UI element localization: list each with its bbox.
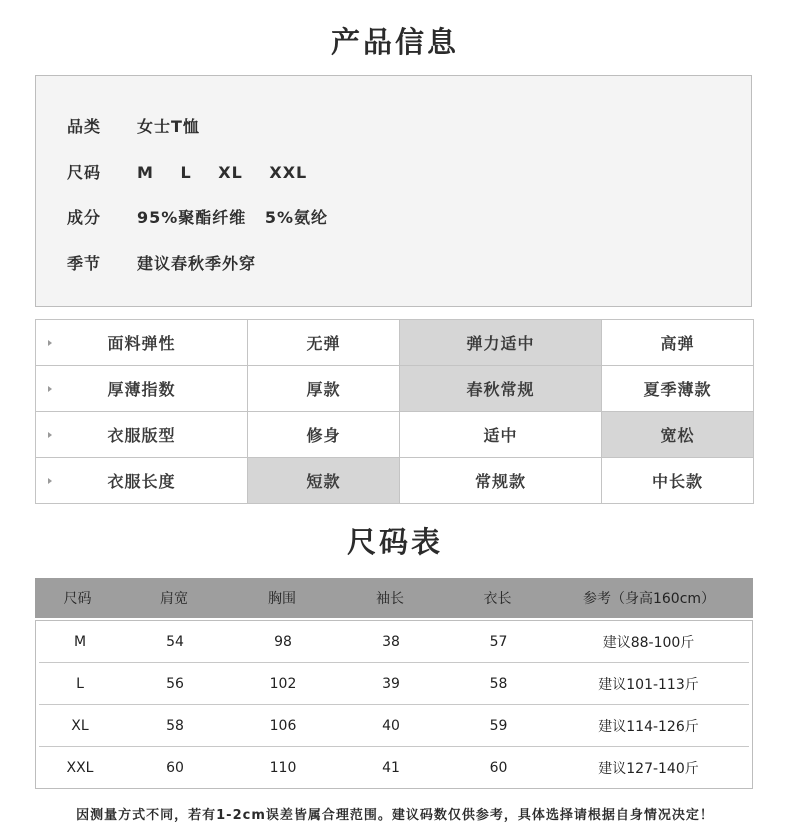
feature-label-text: 厚薄指数 bbox=[107, 380, 176, 399]
feature-option: 弹力适中 bbox=[400, 320, 602, 366]
info-value: 95%聚酯纤维 5%氨纶 bbox=[137, 208, 329, 227]
info-row-size bbox=[67, 160, 307, 183]
header-cell: 参考（身高160cm） bbox=[582, 591, 716, 607]
table-cell: 58 bbox=[166, 717, 184, 734]
feature-label bbox=[36, 458, 248, 504]
header-cell: 衣长 bbox=[483, 591, 512, 607]
info-label: 成分 bbox=[67, 208, 102, 227]
table-cell: 59 bbox=[489, 717, 508, 734]
table-cell: 建议101-113斤 bbox=[598, 676, 699, 693]
table-cell: 60 bbox=[489, 759, 508, 776]
info-row-season bbox=[67, 251, 256, 274]
header-cell: 肩宽 bbox=[160, 591, 188, 607]
table-cell: 98 bbox=[274, 633, 292, 650]
table-cell: 38 bbox=[382, 633, 400, 650]
header-cell: 胸围 bbox=[268, 591, 296, 607]
size-table-header bbox=[35, 578, 753, 618]
table-cell: 58 bbox=[489, 675, 508, 692]
footnote: 因测量方式不同，若有1-2cm误差皆属合理范围。建议码数仅供参考，具体选择请根据自身情况决定！ bbox=[76, 808, 714, 823]
feature-option: 春秋常规 bbox=[400, 366, 602, 412]
table-row bbox=[39, 663, 749, 705]
table-cell: 54 bbox=[166, 633, 184, 650]
table-cell: 56 bbox=[166, 675, 184, 692]
info-label: 品类 bbox=[67, 117, 102, 136]
info-value: M L XL XXL bbox=[137, 163, 308, 182]
triangle-bullet-icon bbox=[48, 386, 52, 392]
table-row bbox=[39, 705, 749, 747]
product-info-box bbox=[35, 75, 752, 307]
info-label: 尺码 bbox=[67, 163, 102, 182]
feature-label-text: 衣服长度 bbox=[107, 472, 176, 491]
feature-option: 中长款 bbox=[602, 458, 754, 504]
feature-row bbox=[36, 412, 754, 458]
feature-option: 适中 bbox=[400, 412, 602, 458]
table-cell: 102 bbox=[269, 675, 297, 692]
table-cell: 106 bbox=[269, 717, 297, 734]
header-cell: 尺码 bbox=[63, 591, 92, 607]
feature-option: 高弹 bbox=[602, 320, 754, 366]
header-cell: 袖长 bbox=[376, 591, 404, 607]
table-cell: 建议114-126斤 bbox=[598, 718, 699, 735]
table-cell: 41 bbox=[382, 759, 400, 776]
feature-label bbox=[36, 366, 248, 412]
table-cell: 建议88-100斤 bbox=[602, 634, 695, 651]
feature-option: 夏季薄款 bbox=[602, 366, 754, 412]
size-table-body bbox=[35, 620, 753, 789]
feature-option: 修身 bbox=[248, 412, 400, 458]
table-cell: 40 bbox=[382, 717, 400, 734]
feature-label-text: 面料弹性 bbox=[107, 334, 176, 353]
feature-option: 厚款 bbox=[248, 366, 400, 412]
table-cell: XL bbox=[71, 717, 89, 734]
table-cell: XXL bbox=[66, 759, 94, 776]
feature-option: 短款 bbox=[248, 458, 400, 504]
feature-row bbox=[36, 320, 754, 366]
table-cell: L bbox=[76, 675, 84, 692]
feature-label-text: 衣服版型 bbox=[107, 426, 176, 445]
product-info-title: 产品信息 bbox=[330, 25, 459, 59]
size-chart-title: 尺码表 bbox=[346, 525, 443, 559]
info-row-material bbox=[67, 205, 328, 228]
feature-option: 常规款 bbox=[400, 458, 602, 504]
table-row bbox=[39, 621, 749, 663]
feature-label bbox=[36, 320, 248, 366]
table-cell: 39 bbox=[382, 675, 400, 692]
table-cell: M bbox=[73, 633, 87, 650]
feature-row bbox=[36, 366, 754, 412]
feature-label bbox=[36, 412, 248, 458]
triangle-bullet-icon bbox=[48, 340, 52, 346]
info-row-category bbox=[67, 114, 200, 137]
info-label: 季节 bbox=[67, 254, 102, 273]
table-cell: 110 bbox=[269, 759, 297, 776]
triangle-bullet-icon bbox=[48, 432, 52, 438]
feature-row bbox=[36, 458, 754, 504]
table-cell: 57 bbox=[489, 633, 508, 650]
info-value: 女士T恤 bbox=[137, 117, 200, 136]
info-value: 建议春秋季外穿 bbox=[137, 254, 257, 273]
feature-table bbox=[35, 319, 754, 504]
table-cell: 建议127-140斤 bbox=[598, 760, 699, 777]
feature-option: 宽松 bbox=[602, 412, 754, 458]
feature-option: 无弹 bbox=[248, 320, 400, 366]
table-cell: 60 bbox=[166, 759, 184, 776]
triangle-bullet-icon bbox=[48, 478, 52, 484]
table-row bbox=[39, 747, 749, 788]
